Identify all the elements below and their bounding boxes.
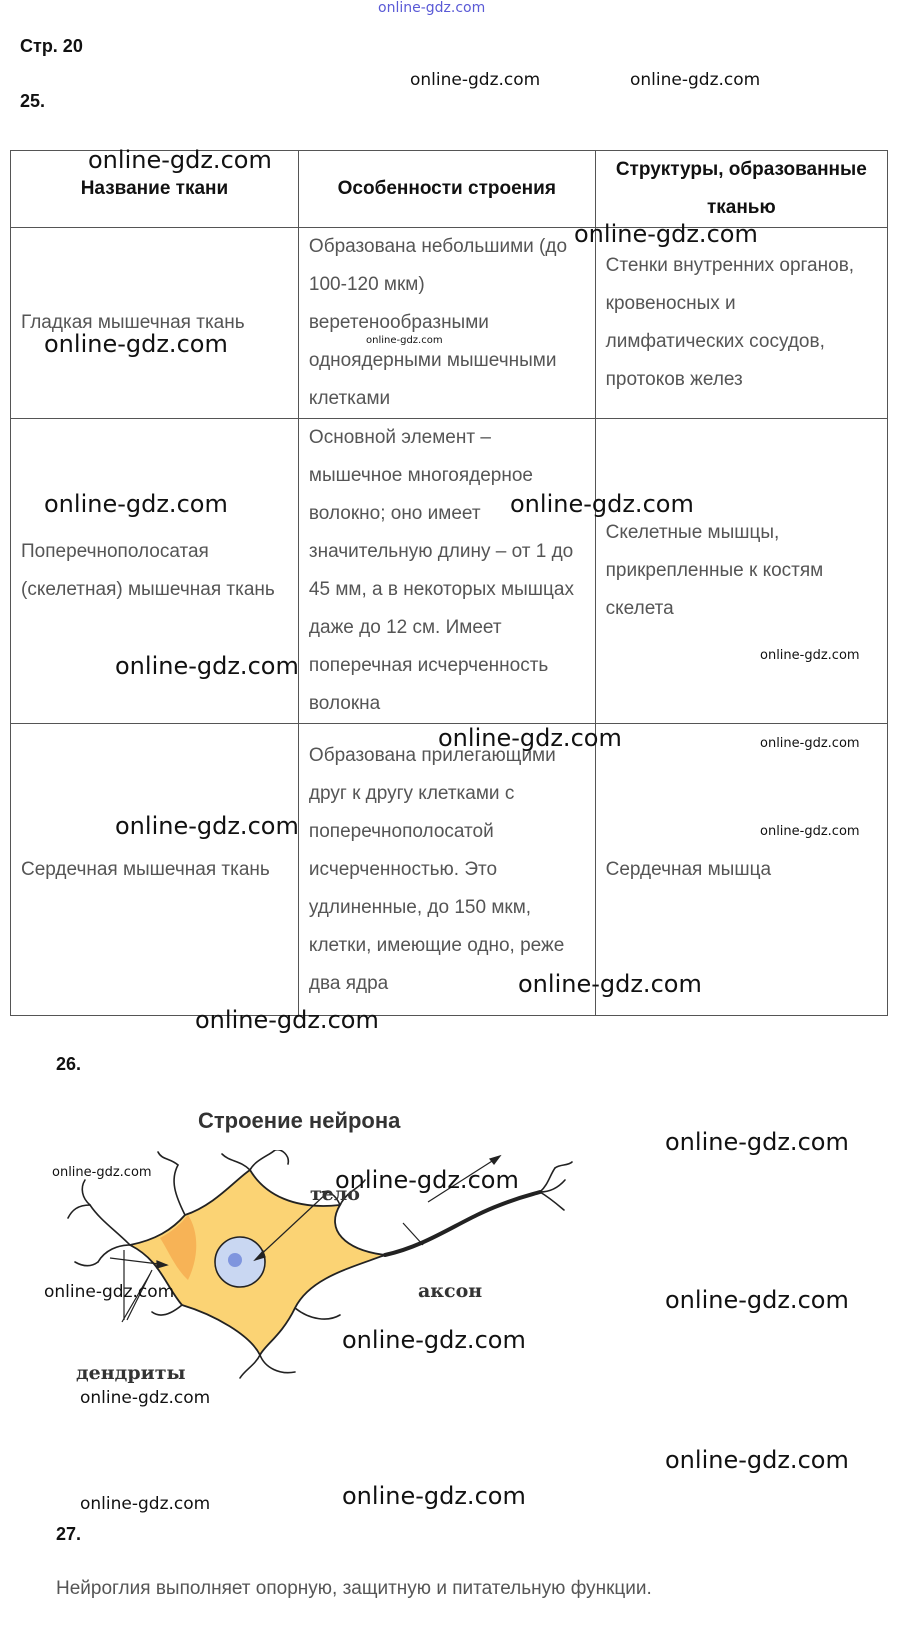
watermark: online-gdz.com <box>366 335 443 346</box>
watermark: online-gdz.com <box>115 812 299 840</box>
row-1-name: Гладкая мышечная ткань <box>11 228 299 419</box>
watermark: online-gdz.com <box>342 1326 526 1354</box>
watermark: online-gdz.com <box>44 490 228 518</box>
watermark: online-gdz.com <box>518 970 702 998</box>
watermark: online-gdz.com <box>438 724 622 752</box>
header-watermark: online-gdz.com <box>378 0 486 16</box>
row-3-features: Образована прилегающими друг к другу клетками с поперечнополосатой исчерченностью. Это удлиненные, до 150 мкм, клетки, имеющие одно, реже два ядра <box>298 724 595 1016</box>
row-1-features: Образована небольшими (до 100-120 мкм) веретенообразными одноядерными мышечными клетками <box>298 228 595 419</box>
task-27-number: 27. <box>56 1524 82 1544</box>
watermark: online-gdz.com <box>630 70 761 90</box>
task-26-number: 26. <box>56 1054 82 1074</box>
watermark: online-gdz.com <box>665 1286 849 1314</box>
watermark: online-gdz.com <box>665 1446 849 1474</box>
task-25-number: 25. <box>20 91 46 111</box>
watermark: online-gdz.com <box>342 1482 526 1510</box>
watermark: online-gdz.com <box>195 1006 379 1034</box>
row-2-features: Основной элемент – мышечное многоядерное волокно; оно имеет значительную длину – от 1 до 45 мм, а в некоторых мышцах даже до 12 см. Имеет поперечная исчерченность волокна <box>298 419 595 724</box>
watermark: online-gdz.com <box>80 1494 211 1514</box>
watermark: online-gdz.com <box>510 490 694 518</box>
watermark: online-gdz.com <box>115 652 299 680</box>
header-structures-formed: Структуры, образованные тканью <box>595 151 887 228</box>
page-number: Стр. 20 <box>20 36 83 56</box>
watermark: online-gdz.com <box>760 824 860 839</box>
watermark: online-gdz.com <box>665 1128 849 1156</box>
label-body: тело <box>310 1183 360 1205</box>
answer-27: Нейроглия выполняет опорную, защитную и питательную функции. <box>56 1578 652 1599</box>
tissue-table <box>10 150 888 1016</box>
header-tissue-name: Название ткани <box>11 151 299 228</box>
watermark: online-gdz.com <box>80 1388 211 1408</box>
watermark: online-gdz.com <box>335 1166 519 1194</box>
row-2-structures: Скелетные мышцы, прикрепленные к костям скелета <box>595 419 887 724</box>
label-axon: аксон <box>418 1280 483 1302</box>
table-row <box>11 724 888 1016</box>
row-3-name: Сердечная мышечная ткань <box>11 724 299 1016</box>
watermark: online-gdz.com <box>44 1282 175 1302</box>
watermark: online-gdz.com <box>760 736 860 751</box>
watermark: online-gdz.com <box>760 648 860 663</box>
diagram-title: Строение нейрона <box>198 1108 401 1133</box>
watermark: online-gdz.com <box>44 330 228 358</box>
row-1-structures: Стенки внутренних органов, кровеносных и лимфатических сосудов, протоков желез <box>595 228 887 419</box>
table-row <box>11 228 888 419</box>
watermark: online-gdz.com <box>410 70 541 90</box>
neuron-nucleolus <box>228 1253 242 1267</box>
row-3-structures: Сердечная мышца <box>595 724 887 1016</box>
watermark: online-gdz.com <box>52 1165 152 1180</box>
watermark: online-gdz.com <box>88 146 272 174</box>
header-structure-features: Особенности строения <box>298 151 595 228</box>
row-2-name: Поперечнополосатая (скелетная) мышечная ткань <box>11 419 299 724</box>
label-dendrites: дендриты <box>76 1362 186 1384</box>
watermark: online-gdz.com <box>574 220 758 248</box>
